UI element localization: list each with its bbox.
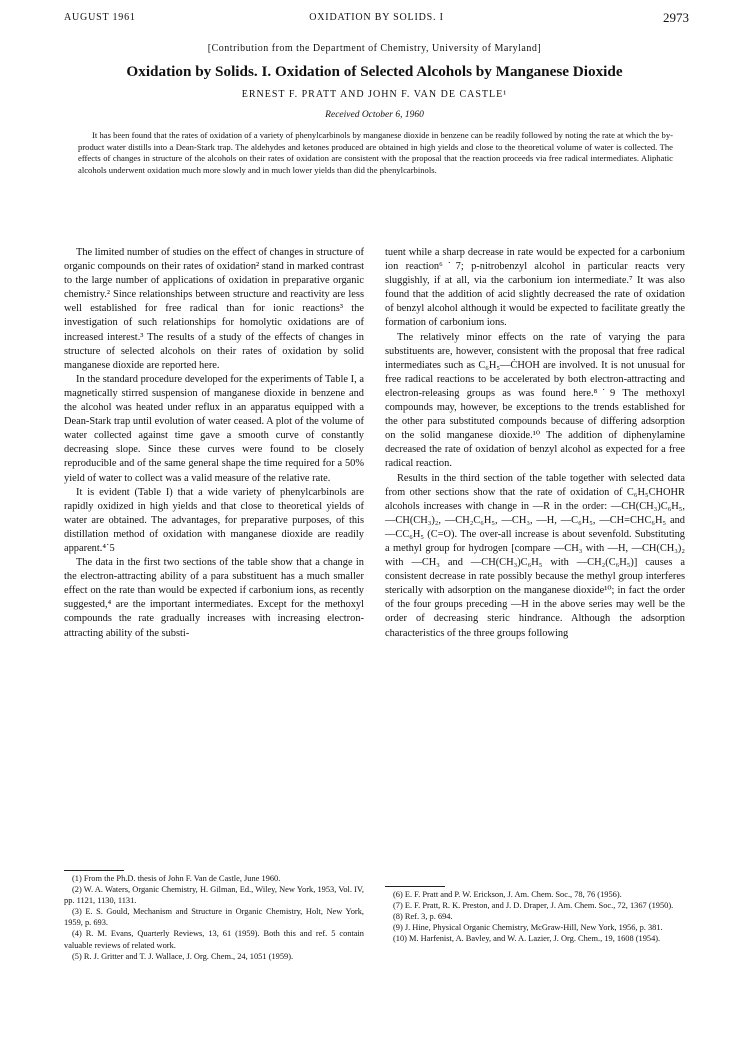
running-head [64,12,689,26]
body-paragraph: Results in the third section of the table together with selected data from other sections show that the rate of oxidation of C₆H₅CHOHR alcohols increases with change in —R in the order: —CH(CH₃)C₆H₅, —CH(CH₃)₂, —CH₂C₆H₅, —CH₃, —H, —C₆H₅, —CH=CHC₆H₅ and —CC₆H₅ (C=O). The over-all increase is about sevenfold. Substituting a methyl group for hydrogen [compare —CH₃ with —H, —CH(CH₃)₂ with —CH₃ and —CH(CH₃)C₆H₅ with —CH₂(C₆H₅)] causes a consistent decrease in rate possibly because the methyl group interferes sterically with adsorption on the manganese dioxide¹⁰; in fact the order of the four groups preceding —H in the above series may well be the order of decreasing steric hindrance. Although the adsorption characteristics of the three groups following [385,472,685,639]
footnote: (2) W. A. Waters, Organic Chemistry, H. Gilman, Ed., Wiley, New York, 1953, Vol. IV, pp. 1121, 1130, 1131. [64,885,364,906]
footnote-rule [385,886,445,887]
article-title: Oxidation by Solids. I. Oxidation of Selected Alcohols by Manganese Dioxide [126,63,623,80]
left-column [64,246,364,961]
footnotes-left [64,866,364,962]
body-paragraph: The relatively minor effects on the rate of varying the para substituents are, however, consistent with the proposal that free radical intermediates such as C₆H₅—ĊHOH are involved. It is not unusual for free radical reactions to be accelerated by both electron-attracting and electron-releasing groups as was found here.⁸˙9 The methoxyl compounds may, however, be exceptions to the trends established for the other para substituted compounds because of differing adsorption on the solid manganese dioxide.¹⁰ The addition of diphenylamine decreased the rate of oxidation of benzyl alcohol as expected for a free radical reaction. [385,331,685,470]
body-paragraph: The data in the first two sections of the table show that a change in the electron-attracting ability of a para substituent has a much smaller effect on the rate than would be expected if carbonium ions, as recently suggested,⁴ are the important intermediates. Except for the methoxyl compounds the rate gradually increases with increasing electron-attracting ability of the substi- [64,557,364,639]
abstract: It has been found that the rates of oxidation of a variety of phenylcarbinols by manganese dioxide in benzene can be readily followed by noting the rate at which the by-product water distills into a Dean-Stark trap. The aldehydes and ketones produced are obtained in high yields and close to the theoretical volume of water is collected. The effects of changes in structure of the alcohols on their rates of oxidation are consistent with the proposal that the reaction proceeds via free radical intermediates. Aliphatic alcohols underwent oxidation much more slowly and in much lower yields than did the phenylcarbinols. [78,130,673,175]
footnote: (7) E. F. Pratt, R. K. Preston, and J. D. Draper, J. Am. Chem. Soc., 72, 1367 (1950). [393,901,674,911]
received-date: Received October 6, 1960 [325,110,424,120]
footnote: (4) R. M. Evans, Quarterly Reviews, 13, 61 (1959). Both this and ref. 5 contain valuable reviews of related work. [64,929,364,950]
footnote: (3) E. S. Gould, Mechanism and Structure in Organic Chemistry, Holt, New York, 1959, p. 693. [64,907,364,928]
body-paragraph: It is evident (Table I) that a wide variety of phenylcarbinols are rapidly oxidized in high yields and that close to theoretical yields of water are obtained. The advantages, for preparative purposes, of this distillation method of oxidation with manganese dioxide are readily apparent.⁴˙5 [64,486,364,554]
author-list: ERNEST F. PRATT AND JOHN F. VAN DE CASTLE¹ [241,89,508,100]
footnote: (8) Ref. 3, p. 694. [393,912,453,922]
body-paragraph: The limited number of studies on the effect of changes in structure of organic compounds on their rates of oxidation² stand in marked contrast to the large number of applications of oxidation in preparative organic chemistry.² Since relationships between structure and reactivity are less well established for free radical than for ionic reactions³ the investigation of such relationships for homolytic oxidations are of increased interest.³ The results of a study of the effects of changes in structure of selected alcohols on their rates of oxidation by solid manganese dioxide are reported here. [64,247,364,371]
footnote: (5) R. J. Gritter and T. J. Wallace, J. Org. Chem., 24, 1051 (1959). [72,951,294,961]
issue-date: AUGUST 1961 [64,12,136,23]
footnote: (1) From the Ph.D. thesis of John F. Van de Castle, June 1960. [72,874,281,883]
right-column [385,246,685,944]
footnote: (10) M. Harfenist, A. Bavley, and W. A. Lazier, J. Org. Chem., 19, 1608 (1954). [393,934,661,944]
body-paragraph: tuent while a sharp decrease in rate would be expected for a carbonium ion reaction⁶˙7; p-nitrobenzyl alcohol in particular reacts very sluggishly, if at all, via the carbonium ion intermediate.⁷ It was also found that the addition of acid slightly decreased the rate of oxidation of benzyl alcohol although it would be expected to facilitate greatly the formation of carbonium ions. [385,247,685,329]
page-number: 2973 [663,10,689,25]
running-title: OXIDATION BY SOLIDS. I [309,12,444,23]
footnote-rule [64,870,124,871]
footnote: (9) J. Hine, Physical Organic Chemistry, McGraw-Hill, New York, 1956, p. 381. [393,923,663,933]
contribution-line: [Contribution from the Department of Chemistry, University of Maryland] [207,43,542,54]
footnote: (6) E. F. Pratt and P. W. Erickson, J. Am. Chem. Soc., 78, 76 (1956). [393,890,622,899]
footnotes-right [385,882,685,944]
body-paragraph: In the standard procedure developed for the experiments of Table I, a magnetically stirred suspension of manganese dioxide in benzene and the alcohol was heated under reflux in an apparatus equipped with a Dean-Stark trap until evolution of water ceased. A plot of the volume of water collected against time gave a smooth curve of constantly decreasing slope. Since these curves were found to be closely reproducible and of the same general shape the time required for a 50% yield of water to collect was a valid measure of the relative rate. [64,373,364,484]
